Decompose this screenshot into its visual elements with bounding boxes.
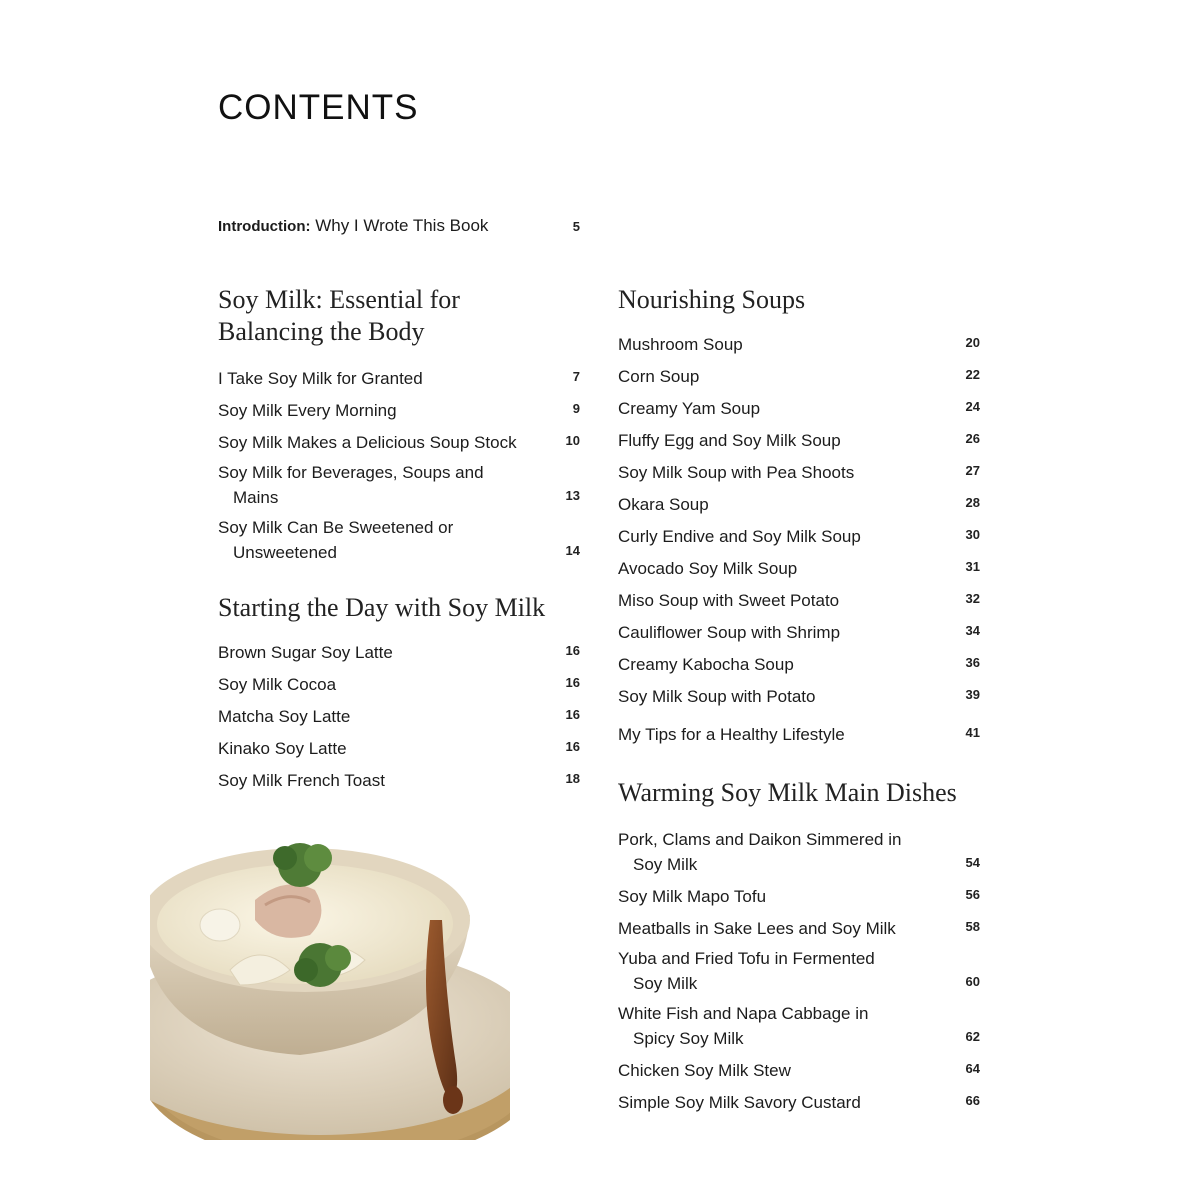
- toc-entry[interactable]: Soy Milk for Beverages, Soups and Mains 13: [218, 463, 580, 507]
- toc-entry[interactable]: Creamy Yam Soup 24: [618, 399, 980, 418]
- toc-entry[interactable]: Soy Milk Makes a Delicious Soup Stock 10: [218, 433, 580, 452]
- toc-entry[interactable]: Soy Milk French Toast 18: [218, 771, 580, 790]
- section-heading: Nourishing Soups: [618, 285, 806, 314]
- toc-entry[interactable]: White Fish and Napa Cabbage in Spicy Soy Milk 62: [618, 1004, 980, 1048]
- toc-entry[interactable]: I Take Soy Milk for Granted 7: [218, 369, 580, 388]
- section-main-dishes: [618, 777, 980, 1115]
- toc-entry[interactable]: Simple Soy Milk Savory Custard 66: [618, 1093, 980, 1112]
- toc-entry-tips[interactable]: My Tips for a Healthy Lifestyle 41: [618, 725, 980, 744]
- page-number: 5: [572, 219, 580, 234]
- section-starting-the-day: [218, 592, 580, 793]
- toc-entry[interactable]: Yuba and Fried Tofu in Fermented Soy Milk 60: [618, 949, 980, 993]
- toc-entry[interactable]: Miso Soup with Sweet Potato 32: [618, 591, 980, 610]
- soup-bowl-photo: [150, 820, 510, 1140]
- toc-entry[interactable]: Pork, Clams and Daikon Simmered in Soy Milk 54: [618, 830, 980, 874]
- section-heading: Warming Soy Milk Main Dishes: [618, 778, 957, 807]
- section-soy-milk-essential: [218, 284, 580, 565]
- toc-entry[interactable]: Mushroom Soup 20: [618, 335, 980, 354]
- toc-entry[interactable]: Soy Milk Every Morning 9: [218, 401, 580, 420]
- toc-entry[interactable]: Fluffy Egg and Soy Milk Soup 26: [618, 431, 980, 450]
- toc-entry[interactable]: Chicken Soy Milk Stew 64: [618, 1061, 980, 1080]
- toc-entry[interactable]: Brown Sugar Soy Latte 16: [218, 643, 580, 662]
- toc-entry[interactable]: Curly Endive and Soy Milk Soup 30: [618, 527, 980, 546]
- toc-entry[interactable]: Cauliflower Soup with Shrimp 34: [618, 623, 980, 642]
- intro-label: Introduction:: [218, 218, 311, 235]
- toc-entry-introduction[interactable]: [218, 216, 580, 236]
- page-title: CONTENTS: [218, 88, 419, 127]
- toc-entry[interactable]: Soy Milk Can Be Sweetened or Unsweetened 14: [218, 518, 580, 562]
- toc-entry[interactable]: Meatballs in Sake Lees and Soy Milk 58: [618, 919, 980, 938]
- toc-entry[interactable]: Soy Milk Soup with Potato 39: [618, 687, 980, 706]
- section-nourishing-soups: [618, 284, 980, 709]
- toc-entry[interactable]: Creamy Kabocha Soup 36: [618, 655, 980, 674]
- toc-entry[interactable]: Kinako Soy Latte 16: [218, 739, 580, 758]
- toc-entry[interactable]: Matcha Soy Latte 16: [218, 707, 580, 726]
- toc-entry[interactable]: Corn Soup 22: [618, 367, 980, 386]
- section-heading: Starting the Day with Soy Milk: [218, 593, 546, 622]
- section-heading: Soy Milk: Essential for Balancing the Body: [218, 285, 460, 346]
- intro-title: Why I Wrote This Book: [310, 216, 489, 235]
- toc-entry[interactable]: Soy Milk Soup with Pea Shoots 27: [618, 463, 980, 482]
- soup-bowl-illustration: [150, 820, 510, 1140]
- toc-entry[interactable]: Soy Milk Cocoa 16: [218, 675, 580, 694]
- toc-entry[interactable]: Avocado Soy Milk Soup 31: [618, 559, 980, 578]
- toc-entry[interactable]: Soy Milk Mapo Tofu 56: [618, 887, 980, 906]
- toc-entry[interactable]: Okara Soup 28: [618, 495, 980, 514]
- section-tips: [618, 720, 980, 747]
